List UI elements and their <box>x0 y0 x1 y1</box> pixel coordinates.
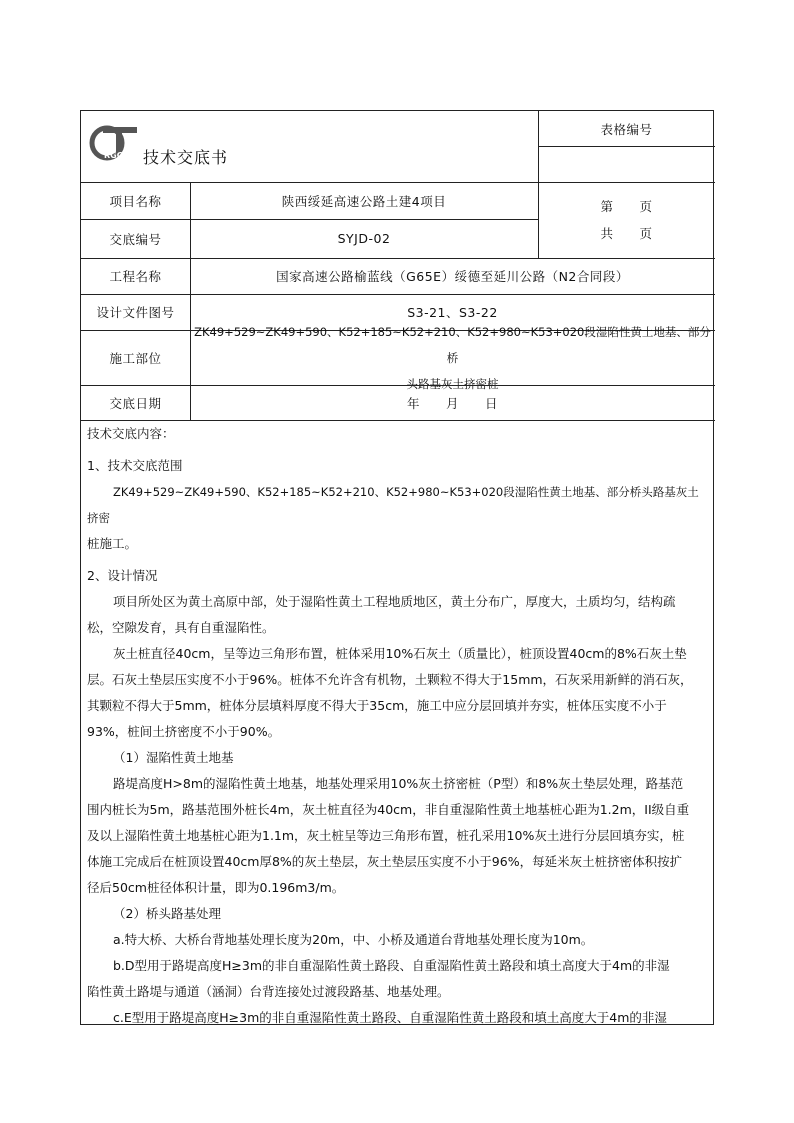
handover-number-label: 交底编号 <box>109 231 162 247</box>
section-1-paragraph-cont: 桩施工。 <box>87 536 138 551</box>
subsection-1-paragraph-cont: 及以上湿陷性黄土地基桩心距为1.1m，灰土桩呈等边三角形布置，桩孔采用10%灰土进行分层回填夯实，桩 <box>87 828 685 843</box>
content-heading: 技术交底内容： <box>87 426 175 441</box>
construction-part-value <box>190 324 715 391</box>
handover-date-label: 交底日期 <box>109 395 162 411</box>
subsection-1-paragraph: 路堤高度H>8m的湿陷性黄土地基，地基处理采用10%灰土挤密桩（P型）和8%灰土垫层处理，路基范 <box>113 776 684 791</box>
svg-text:RGG: RGG <box>104 151 124 160</box>
subsection-1-title: （1）湿陷性黄土地基 <box>113 750 234 765</box>
form-number-label: 表格编号 <box>600 121 653 137</box>
subsection-2-item-b: b.D型用于路堤高度H≥3m的非自重湿陷性黄土路段、自重湿陷性黄土路段和填土高度大于4m的非湿 <box>113 958 670 973</box>
section-2-paragraph-1: 项目所处区为黄土高原中部，处于湿陷性黄土工程地质地区，黄土分布广，厚度大，土质均匀，结构疏 <box>113 594 676 609</box>
page-number-label: 第 页 <box>600 199 653 214</box>
subsection-1-paragraph-cont: 径后50cm桩径体积计量，即为0.196m3/m。 <box>87 880 345 895</box>
section-2-title: 2、设计情况 <box>87 568 158 583</box>
document-title: 技术交底书 <box>143 148 229 167</box>
section-2-paragraph-2: 灰土桩直径40cm，呈等边三角形布置，桩体采用10%石灰土（质量比），桩顶设置40cm的8%石灰土垫 <box>113 646 687 661</box>
design-doc-value: S3-21、S3-22 <box>407 305 498 320</box>
subsection-2-item-c: c.E型用于路堤高度H≥3m的非自重湿陷性黄土路段、自重湿陷性黄土路段和填土高度大于4m的非湿 <box>113 1010 667 1025</box>
subsection-2-item-b-cont: 陷性黄土路堤与通道（涵洞）台背连接处过渡段路基、地基处理。 <box>87 984 450 999</box>
engineering-name-value: 国家高速公路榆蓝线（G65E）绥德至延川公路（N2合同段） <box>276 269 629 284</box>
section-2-paragraph-2-cont: 层。石灰土垫层压实度不小于96%。桩体不允许含有机物，土颗粒不得大于15mm，石灰采用新鲜的消石灰， <box>87 672 693 687</box>
section-2-paragraph-2-cont: 其颗粒不得大于5mm，桩体分层填料厚度不得大于35cm，施工中应分层回填并夯实，桩体压实度不小于 <box>87 698 667 713</box>
construction-part-label: 施工部位 <box>109 350 162 366</box>
construction-part-line1: ZK49+529~ZK49+590、K52+185~K52+210、K52+980~K53+020段湿陷性黄土地基、部分桥 <box>194 324 711 365</box>
handover-form <box>80 110 714 1025</box>
section-2-paragraph-1-cont: 松，空隙发育，具有自重湿陷性。 <box>87 620 275 635</box>
subsection-1-paragraph-cont: 体施工完成后在桩顶设置40cm厚8%的灰土垫层，灰土垫层压实度不小于96%，每延米灰土桩挤密体积按扩 <box>87 854 683 869</box>
construction-part-line2: 头路基灰土挤密桩 <box>406 376 499 391</box>
project-name-label: 项目名称 <box>109 193 162 209</box>
section-2-paragraph-2-cont: 93%，桩间土挤密度不小于90%。 <box>87 724 281 739</box>
handover-content <box>81 420 715 1031</box>
subsection-2-title: （2）桥头路基处理 <box>113 906 221 921</box>
project-name-value: 陕西绥延高速公路土建4项目 <box>281 193 447 209</box>
design-doc-label: 设计文件图号 <box>96 305 175 320</box>
engineering-name-label: 工程名称 <box>109 269 162 284</box>
section-1-paragraph: ZK49+529~ZK49+590、K52+185~K52+210、K52+980~K53+020段湿陷性黄土地基、部分桥头路基灰土挤密 <box>87 485 699 525</box>
subsection-1-paragraph-cont: 围内桩长为5m，路基范围外桩长4m，灰土桩直径为40cm，非自重湿陷性黄土地基桩心距为1.2m，II级自重 <box>87 802 690 817</box>
handover-date-value: 年 月 日 <box>406 395 498 411</box>
company-logo-icon <box>89 125 139 161</box>
page-total-label: 共 页 <box>600 226 653 241</box>
section-1-title: 1、技术交底范围 <box>87 458 183 473</box>
form-number-value <box>538 146 715 182</box>
handover-number-value: SYJD-02 <box>337 231 391 246</box>
subsection-2-item-a: a.特大桥、大桥台背地基处理长度为20m，中、小桥及通道台背地基处理长度为10m。 <box>113 932 594 947</box>
